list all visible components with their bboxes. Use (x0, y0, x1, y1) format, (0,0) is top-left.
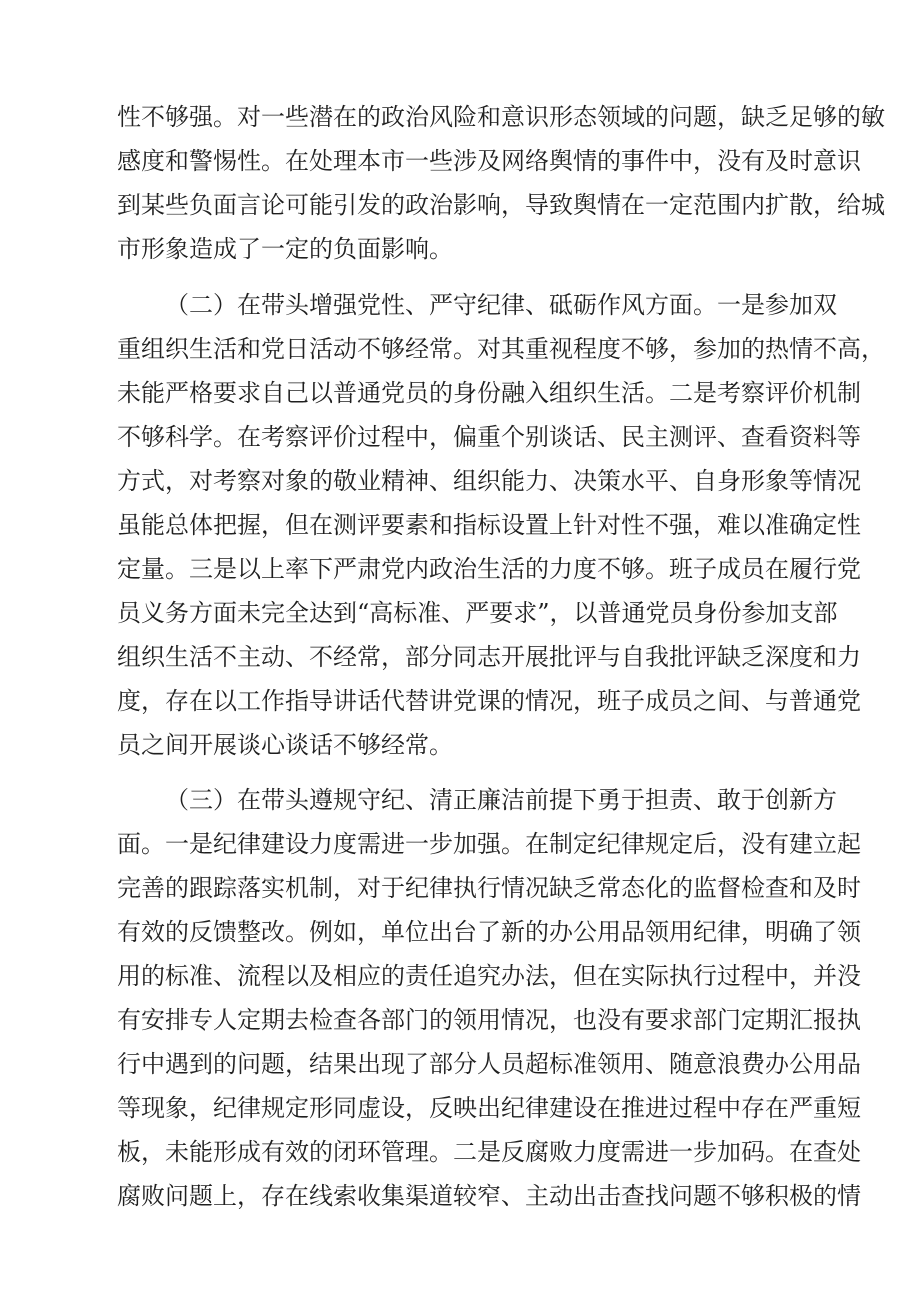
section-heading-line: （二）在带头增强党性、严守纪律、砥砺作风方面。一是参加双 (165, 291, 837, 319)
body-text-line: 定量。三是以上率下严肃党内政治生活的力度不够。班子成员在履行党 (117, 555, 861, 583)
body-text-line: 重组织生活和党日活动不够经常。对其重视程度不够，参加的热情不高， (117, 335, 885, 363)
body-text-line: 用的标准、流程以及相应的责任追究办法，但在实际执行过程中，并没 (117, 962, 861, 990)
body-text-line: 度，存在以工作指导讲话代替讲党课的情况，班子成员之间、与普通党 (117, 687, 861, 715)
body-text-line: 感度和警惕性。在处理本市一些涉及网络舆情的事件中，没有及时意识 (117, 147, 861, 175)
body-text-line: 行中遇到的问题，结果出现了部分人员超标准领用、随意浪费办公用品 (117, 1050, 861, 1078)
body-text-line: 市形象造成了一定的负面影响。 (117, 235, 453, 263)
body-text-line: 面。一是纪律建设力度需进一步加强。在制定纪律规定后，没有建立起 (117, 830, 861, 858)
body-text-line: 有安排专人定期去检查各部门的领用情况，也没有要求部门定期汇报执 (117, 1006, 861, 1034)
body-text-line: 等现象，纪律规定形同虚设，反映出纪律建设在推进过程中存在严重短 (117, 1094, 861, 1122)
body-text-line: 板，未能形成有效的闭环管理。二是反腐败力度需进一步加码。在查处 (117, 1138, 861, 1166)
body-text-line: 性不够强。对一些潜在的政治风险和意识形态领域的问题，缺乏足够的敏 (117, 103, 885, 131)
body-text-line: 员义务方面未完全达到“高标准、严要求”，以普通党员身份参加支部 (117, 599, 838, 627)
body-text-line: 到某些负面言论可能引发的政治影响，导致舆情在一定范围内扩散，给城 (117, 191, 885, 219)
body-text-line: 未能严格要求自己以普通党员的身份融入组织生活。二是考察评价机制 (117, 379, 861, 407)
body-text-line: 有效的反馈整改。例如，单位出台了新的办公用品领用纪律，明确了领 (117, 918, 861, 946)
body-text-line: 完善的跟踪落实机制，对于纪律执行情况缺乏常态化的监督检查和及时 (117, 874, 861, 902)
body-text-line: 虽能总体把握，但在测评要素和指标设置上针对性不强，难以准确定性 (117, 511, 861, 539)
section-heading-line: （三）在带头遵规守纪、清正廉洁前提下勇于担责、敢于创新方 (165, 786, 837, 814)
body-text-line: 员之间开展谈心谈话不够经常。 (117, 731, 453, 759)
body-text-line: 方式，对考察对象的敬业精神、组织能力、决策水平、自身形象等情况 (117, 467, 861, 495)
body-text-line: 组织生活不主动、不经常，部分同志开展批评与自我批评缺乏深度和力 (117, 643, 861, 671)
body-text-line: 不够科学。在考察评价过程中，偏重个别谈话、民主测评、查看资料等 (117, 423, 861, 451)
body-text-line: 腐败问题上，存在线索收集渠道较窄、主动出击查找问题不够积极的情 (117, 1182, 861, 1210)
